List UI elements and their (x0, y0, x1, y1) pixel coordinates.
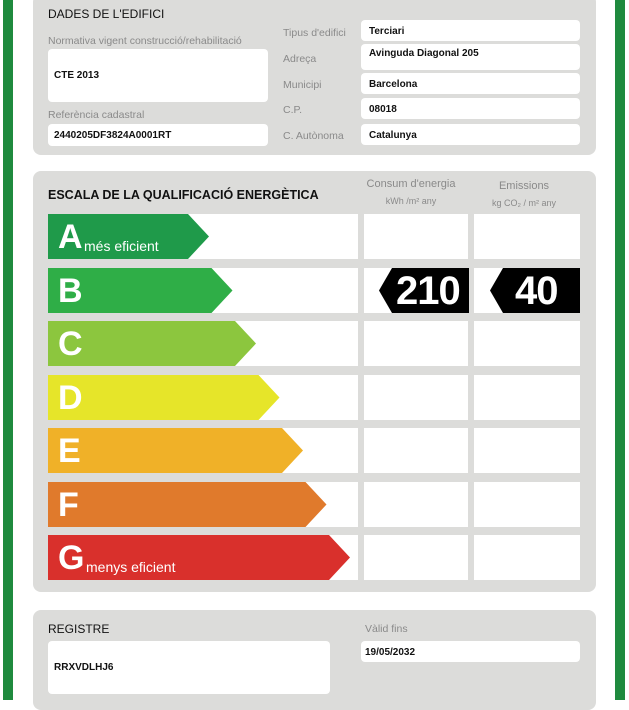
valid-until-label: Vàlid fins (365, 623, 408, 635)
border-right (615, 0, 625, 700)
consumption-cell-a (364, 214, 468, 259)
regulation-label: Normativa vigent construcció/rehabilitació (48, 35, 242, 47)
emissions-cell-a (474, 214, 580, 259)
energy-scale-title: ESCALA DE LA QUALIFICACIÓ ENERGÈTICA (48, 188, 319, 202)
postal-code-value: 08018 (369, 104, 397, 115)
region-value: Catalunya (369, 130, 417, 141)
consumption-cell-f (364, 482, 468, 527)
region-label: C. Autònoma (283, 130, 344, 142)
consumption-unit: kWh /m² any (385, 196, 437, 206)
region-field (361, 124, 580, 145)
emissions-cell-f (474, 482, 580, 527)
class-arrow-e (48, 428, 304, 473)
consumption-header: Consum d'energia (366, 178, 456, 190)
emissions-cell-d (474, 375, 580, 420)
class-letter-f: F (58, 486, 79, 524)
building-type-value: Terciari (369, 26, 405, 37)
municipality-value: Barcelona (369, 79, 418, 90)
registry-value: RRXVDLHJ6 (54, 662, 114, 673)
class-caption-a: més eficient (84, 238, 159, 254)
cadastral-field (48, 124, 268, 146)
emissions-cell-e (474, 428, 580, 473)
class-arrow-f (48, 482, 328, 527)
class-letter-d: D (58, 379, 83, 417)
address-label: Adreça (283, 53, 317, 65)
valid-until-value: 19/05/2032 (365, 647, 416, 658)
emissions-header: Emissions (498, 180, 550, 192)
consumption-cell-e (364, 428, 468, 473)
emissions-cell-c (474, 321, 580, 366)
address-value: Avinguda Diagonal 205 (369, 48, 479, 59)
postal-code-label: C.P. (283, 104, 303, 116)
border-left (3, 0, 13, 700)
valid-until-field (361, 641, 580, 662)
class-letter-g: G (58, 539, 85, 577)
municipality-label: Municipi (283, 79, 322, 91)
consumption-cell-d (364, 375, 468, 420)
building-type-label: Tipus d'edifici (283, 27, 346, 39)
regulation-value: CTE 2013 (54, 70, 100, 81)
class-caption-g: menys eficient (86, 559, 176, 575)
class-letter-c: C (58, 325, 83, 363)
cadastral-label: Referència cadastral (48, 109, 145, 121)
cadastral-value: 2440205DF3824A0001RT (54, 130, 172, 141)
consumption-cell-g (364, 535, 468, 580)
municipality-field (361, 73, 580, 94)
emissions-unit: kg CO₂ / m² any (491, 198, 556, 208)
emissions-cell-g (474, 535, 580, 580)
regulation-field (48, 49, 268, 102)
class-letter-a: A (58, 218, 83, 256)
emissions-rating-value: 40 (515, 269, 558, 313)
building-data-title: DADES DE L'EDIFICI (48, 7, 165, 21)
class-letter-e: E (58, 432, 81, 470)
postal-code-field (361, 98, 580, 119)
class-arrow-d (48, 375, 281, 420)
consumption-cell-c (364, 321, 468, 366)
address-field (361, 44, 580, 70)
building-type-field (361, 20, 580, 41)
consumption-rating-value: 210 (396, 269, 460, 313)
class-letter-b: B (58, 272, 83, 310)
registry-title: REGISTRE (48, 622, 110, 636)
registry-field (48, 641, 330, 694)
